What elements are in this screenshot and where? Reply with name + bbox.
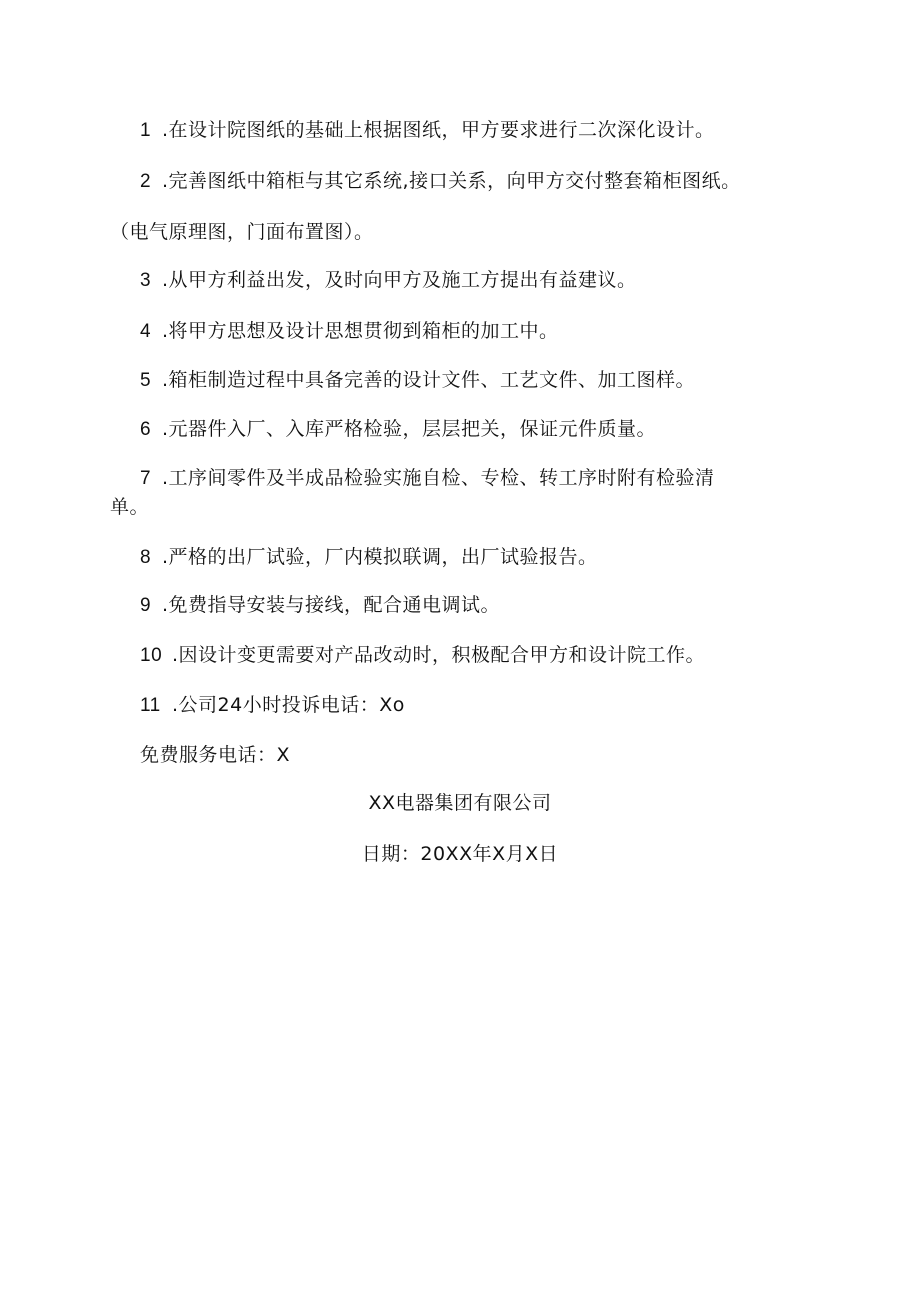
list-item-7-continuation — [110, 494, 149, 520]
list-item-4 — [140, 318, 559, 345]
item-text: .元器件入厂、入库严格检验，层层把关，保证元件质量。 — [162, 418, 657, 440]
item-number: 7 — [140, 468, 152, 489]
item-text: （电气原理图，门面布置图）。 — [110, 221, 374, 243]
item-text: .将甲方思想及设计思想贯彻到箱柜的加工中。 — [162, 320, 559, 342]
list-item-5 — [140, 367, 695, 394]
item-number: 9 — [140, 595, 152, 616]
item-number: 5 — [140, 370, 152, 391]
item-text: 单。 — [110, 496, 150, 518]
item-text: .严格的出厂试验，厂内模拟联调，出厂试验报告。 — [162, 546, 598, 568]
item-number: 10 — [140, 645, 163, 666]
item-text: .在设计院图纸的基础上根据图纸，甲方要求进行二次深化设计。 — [162, 119, 715, 141]
list-item-2 — [140, 168, 741, 195]
item-text: .免费指导安装与接线，配合通电调试。 — [162, 594, 501, 616]
item-text: .完善图纸中箱柜与其它系统,接口关系，向甲方交付整套箱柜图纸。 — [162, 170, 741, 192]
item-number: 4 — [140, 321, 152, 342]
list-item-1 — [140, 117, 715, 144]
date-line: 日期：20XX年X月X日 — [361, 843, 559, 865]
list-item-6 — [140, 416, 656, 443]
list-item-3 — [140, 267, 637, 294]
company-name: XX电器集团有限公司 — [368, 792, 552, 814]
item-text: .公司24小时投诉电话：Xo — [172, 694, 405, 716]
list-item-2-continuation — [110, 219, 374, 245]
item-number: 3 — [140, 270, 152, 291]
list-item-8 — [140, 544, 598, 571]
item-text: 免费服务电话：X — [140, 744, 291, 766]
item-text: .从甲方利益出发，及时向甲方及施工方提出有益建议。 — [162, 269, 637, 291]
item-text: .箱柜制造过程中具备完善的设计文件、工艺文件、加工图样。 — [162, 369, 696, 391]
item-number: 2 — [140, 171, 152, 192]
list-item-10 — [140, 642, 705, 669]
item-number: 6 — [140, 419, 152, 440]
item-number: 8 — [140, 547, 152, 568]
list-item-11 — [140, 692, 405, 719]
list-item-7 — [140, 465, 715, 492]
item-text: .因设计变更需要对产品改动时，积极配合甲方和设计院工作。 — [172, 644, 706, 666]
list-item-9 — [140, 592, 500, 619]
item-text: .工序间零件及半成品检验实施自检、专检、转工序时附有检验清 — [162, 467, 715, 489]
service-phone-line — [140, 742, 290, 768]
item-number: 11 — [140, 695, 161, 716]
item-number: 1 — [140, 120, 152, 141]
